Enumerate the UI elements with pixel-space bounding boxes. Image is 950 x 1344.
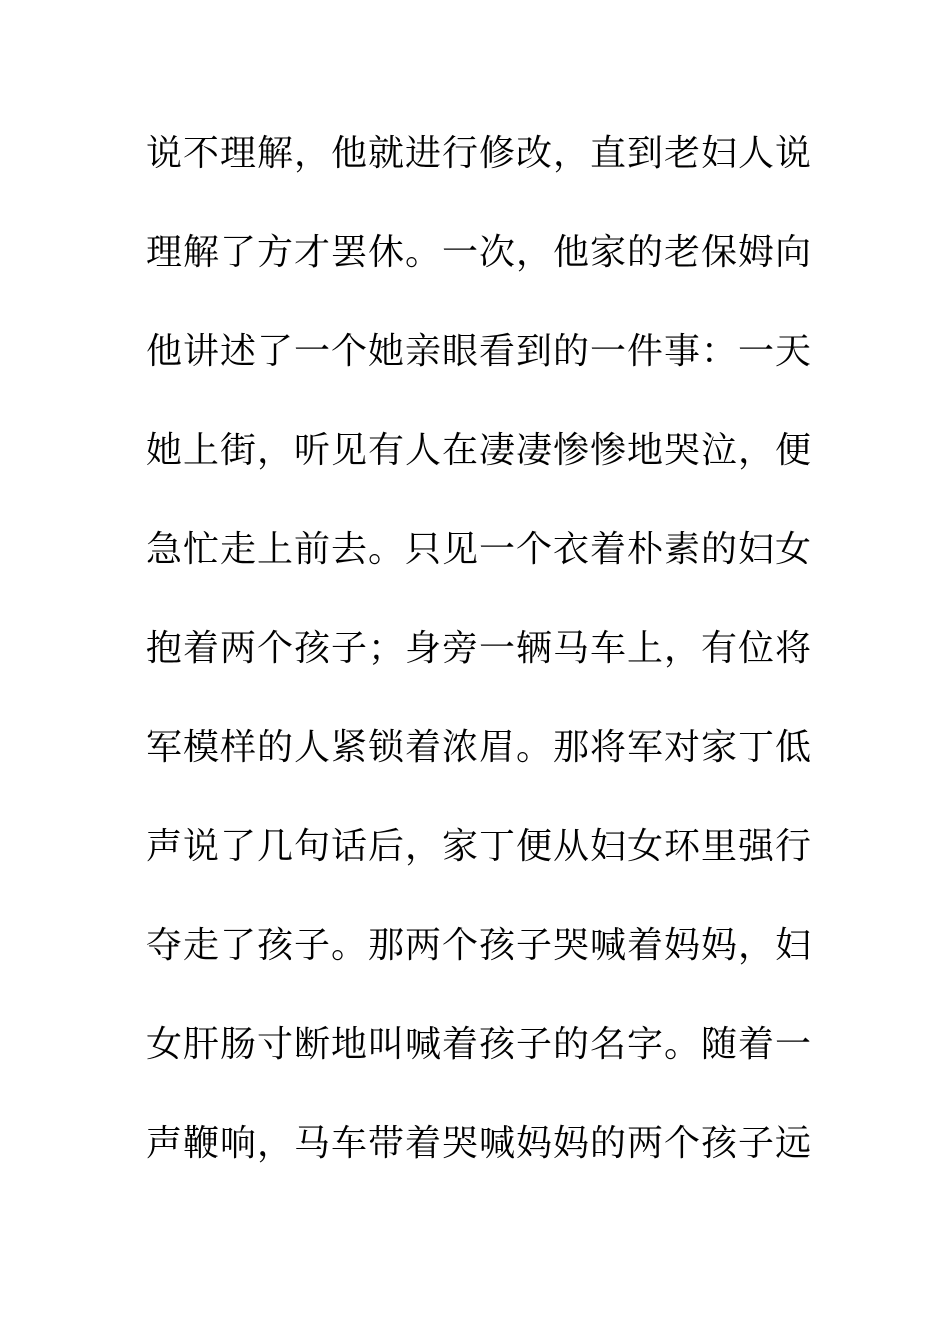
text-line: 声鞭响，马车带着哭喊妈妈的两个孩子远 (146, 1123, 813, 1164)
body-text (146, 126, 816, 1215)
text-line: 理解了方才罢休。一次，他家的老保姆向 (146, 232, 813, 273)
text-line: 女肝肠寸断地叫喊着孩子的名字。随着一 (146, 1024, 813, 1065)
text-line: 急忙走上前去。只见一个衣着朴素的妇女 (146, 529, 813, 570)
text-line: 军模样的人紧锁着浓眉。那将军对家丁低 (146, 727, 813, 768)
text-line: 夺走了孩子。那两个孩子哭喊着妈妈，妇 (146, 925, 813, 966)
text-line: 声说了几句话后，家丁便从妇女环里强行 (146, 826, 813, 867)
text-line: 她上街，听见有人在凄凄惨惨地哭泣，便 (146, 430, 813, 471)
text-line: 他讲述了一个她亲眼看到的一件事：一天 (146, 331, 813, 372)
text-line: 说不理解，他就进行修改，直到老妇人说 (146, 133, 813, 174)
text-line: 抱着两个孩子；身旁一辆马车上，有位将 (146, 628, 813, 669)
